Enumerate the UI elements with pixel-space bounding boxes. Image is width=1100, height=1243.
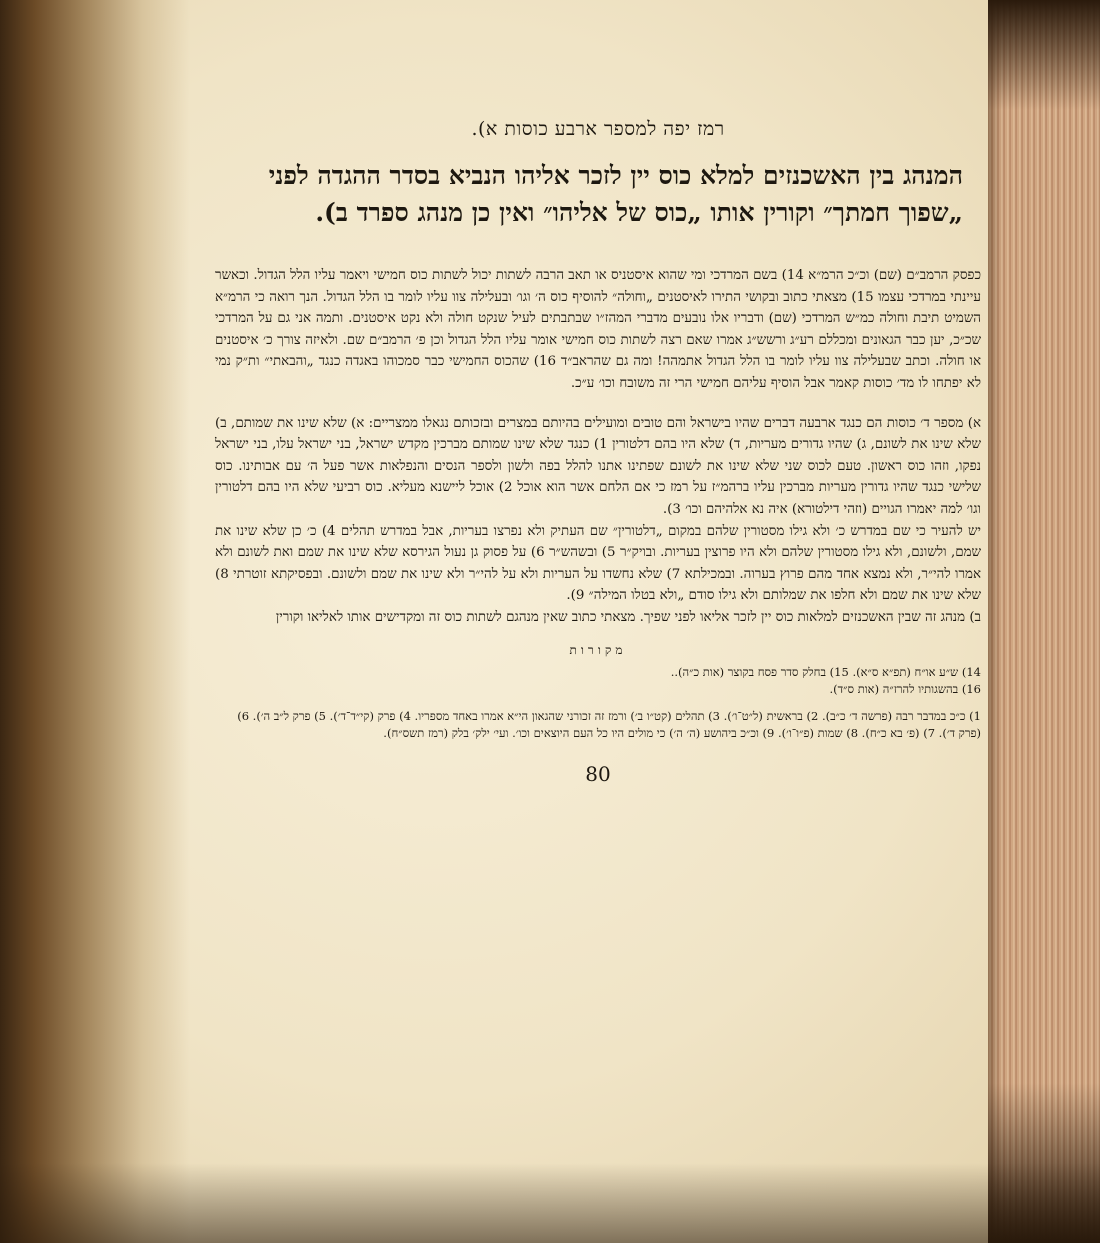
book-gutter-shadow <box>0 0 190 1243</box>
body-paragraph: כפסק הרמב״ם (שם) וכ״כ הרמ״א 14) בשם המרדכי ומי שהוא איסטניס או תאב הרבה לשתות יכול לשתות כוס חמישי ויאמר עליו הלל הגדול. וכאשר עיינתי במרדכי עצמו 15) מצאתי כתוב ובקושי התירו לאיסטנים „וחולה״ להוסיף כוס ה׳ וגו׳ ובעלילה צוו עליו לומר בו הלל הגדול. הנך רואה כי הרמ״א השמיט תיבת וחולה כמ״ש המרדכי (שם) ודבריו אלו נובעים מדברי המהז״ו שבתבתים לעיל שנקט חולה ולא נקט איסטנים. ותמה אני גם על המרדכי שכ״כ, יען כבר הגאונים ומכללם רע״ג ורשש״ג אמרו שאם רצה לשתות כוס חמישי אומר עליו הלל הגדול וכן פ׳ הרמב״ם שם. ולאיזה צורך כ׳ איסטנים או חולה. וכתב שבעלילה צוו עליו לומר בו הלל הגדול אתמהה! ומה גם שהראב״ד 16) שהכוס החמישי כבר סמכוהו באגדה כנגד „והבאתי״ ות״ק נמי לא יפתחו לו מד׳ כוסות קאמר אבל הוסיף עליהם חמישי הרי זה משובח וכו׳ ע״כ. <box>215 268 981 391</box>
source-line: 14) ש״ע או״ח (תפ״א ס״א). 15) בחלק סדר פסח בקוצר (אות כ״ה).. <box>670 664 981 679</box>
footnote-a-continued: יש להעיר כי שם במדרש כ׳ ולא גילו מסטורין שלהם במקום „דלטורין״ שם העתיק ולא נפרצו בעריות, אבל במדרש תהלים 4) כ׳ כן שלא שינו את שמם, ולשונם, ולא גילו מסטורין שלהם ולא היו פרוצין בעריות. ובויק״ר 5) ובשהש״ר 6) על פסוק גן נעול הגירסא שלא שינו את שמם ואת לשונם ולא אמרו להי״ר, ולא נמצא אחד מהם פרוץ בערוה. ובמכילתא 7) שלא נחשדו על העריות ולא על להי״ר ולא שינו את שמם ולשונם. ובפסיקתא זוטרתי 8) שלא שינו את שמם ולא חלפו את שמלותם ולא גילו סודם „ולא בטלו המילה״ 9). <box>215 523 982 604</box>
references <box>215 708 981 742</box>
source-line: 16) בהשגותיו להרז״ה (אות ס״ד). <box>829 681 981 696</box>
page-text <box>215 118 981 786</box>
footnote-b: ב) מנהג זה שבין האשכנזים למלאות כוס יין לזכר אליאו לפני שפיך. מצאתי כתוב שאין מנהגם לשתות כוס זה ומקדישים אותו לאליאו וקורין <box>275 609 981 625</box>
intro-paragraph: המנהג בין האשכנזים למלא כוס יין לזכר אליהו הנביא בסדר ההגדה לפני „שפוך חמתך״ וקורין אותו „כוס של אליהו״ ואין כן מנהג ספרד ב). <box>268 161 963 227</box>
edge-shadow-top <box>988 0 1100 110</box>
page-edges <box>988 0 1100 1243</box>
sources-title: מקורות <box>569 642 627 657</box>
page-number: 80 <box>585 761 611 786</box>
footnotes <box>215 413 981 629</box>
reference-text: 1) כ״כ במדבר רבה (פרשה ד׳ כ״ב). 2) בראשית (ל״ט־ו׳). 3) תהלים (קט״ו ב׳) ורמז זה זכורני שהגאון הי״א אמרו באחד מספריו. 4) פרק (קי״ד־ד׳). 5) פרק ל״ב ה׳). 6) (פרק ד׳). 7) (פ׳ בא כ״ח). 8) שמות (פ״ו־ו׳). 9) וכ״כ ביהושע (ה׳ ה׳) כי מולים היו כל העם היוצאים וכו׳. ועי׳ ילק׳ בלק (רמז תשס״ח). <box>237 708 981 740</box>
bottom-shadow <box>0 1163 1100 1243</box>
sources-list <box>215 664 981 698</box>
footnote-a: א) מספר ד׳ כוסות הם כנגד ארבעה דברים שהיו בישראל והם טובים ומועילים בהיותם במצרים ובזכותם נגאלו ממצריים: א) שלא שינו את שמותם, ב) שלא שינו את לשונם, ג) שהיו גדורים מעריות, ד) שלא היו בהם דלטורין 1) כנגד שלא שינו שמותם מברכין מקדש ישראל, בני ישראל עלו, בני ישראל נפקו, וזהו כוס ראשון. טעם לכוס שני שלא שינו את לשונם שפתינו אתנו להלל בפה ולשון ולספר הנסים והנפלאות אשר פעל ה׳ עם אבותינו. כוס שלישי כנגד שהיו גדורין מעריות מברכין עליו ברהמ״ז על רמז כי אם הלחם אשר הוא אוכל 2) אוכל ליישנא מעליא. כוס רביעי שלא היו בהם דלטורין וגו׳ למה יאמרו הגויים (וזהי דילטורא) איה נא אלהיהם וכו׳ 3). <box>215 415 981 517</box>
section-heading: רמז יפה למספר ארבע כוסות א). <box>471 118 725 140</box>
